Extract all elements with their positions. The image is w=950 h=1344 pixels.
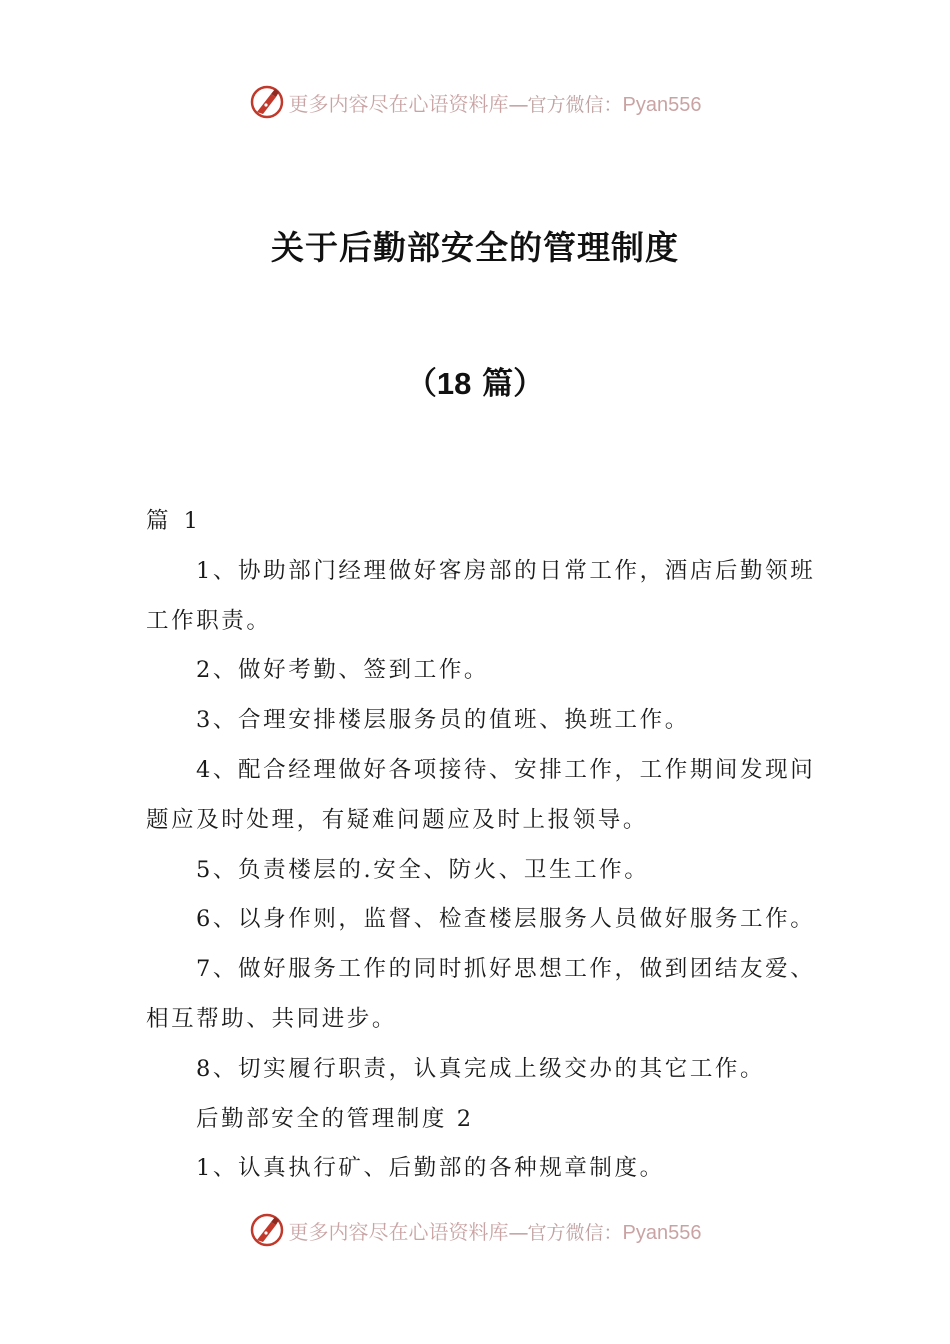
document-subtitle [0, 358, 950, 403]
pen-nib-circle-icon [249, 1212, 285, 1248]
paragraph: 5、负责楼层的.安全、防火、卫生工作。 [196, 856, 650, 883]
paragraph: 6、以身作则，监督、检查楼层服务人员做好服务工作。 [196, 906, 816, 933]
paragraph: 8、切实履行职责，认真完成上级交办的其它工作。 [196, 1055, 766, 1082]
paragraph: 4、配合经理做好各项接待、安排工作，工作期间发现问题应及时处理，有疑难问题应及时上报领导。 [146, 756, 816, 833]
document-body [146, 497, 826, 1194]
paragraph: 1、协助部门经理做好客房部的日常工作，酒店后勤领班工作职责。 [146, 557, 816, 634]
banner-main-text: 更多内容尽在心语资料库 [288, 1219, 509, 1244]
subtitle-open-paren: （ [405, 366, 437, 402]
document-title: 关于后勤部安全的管理制度 [271, 228, 679, 267]
pen-nib-circle-icon [249, 84, 285, 120]
paragraph: 1、认真执行矿、后勤部的各种规章制度。 [196, 1155, 665, 1182]
banner-separator: — [508, 1219, 528, 1244]
paragraph: 3、合理安排楼层服务员的值班、换班工作。 [196, 707, 690, 734]
header-watermark-banner [0, 80, 950, 124]
banner-wechat-label: 官方微信： [527, 1221, 623, 1244]
paragraph: 7、做好服务工作的同时抓好思想工作，做到团结友爱、相互帮助、共同进步。 [146, 956, 816, 1032]
banner-text [289, 1216, 702, 1245]
banner-wechat-label: 官方微信： [527, 93, 623, 116]
banner-text [289, 88, 702, 117]
paragraph: 2、做好考勤、签到工作。 [196, 657, 490, 684]
subtitle-number: 18 [436, 366, 472, 401]
banner-main-text: 更多内容尽在心语资料库 [288, 91, 509, 116]
section-heading: 篇 1 [146, 508, 202, 534]
footer-watermark-banner [0, 1208, 950, 1252]
section-heading: 后勤部安全的管理制度 2 [196, 1105, 474, 1132]
banner-wechat-handle: Pyan556 [622, 1221, 702, 1244]
subtitle-word: 篇 [471, 366, 514, 402]
subtitle-close-paren: ） [513, 366, 545, 402]
banner-wechat-handle: Pyan556 [622, 93, 702, 116]
banner-separator: — [508, 91, 528, 116]
